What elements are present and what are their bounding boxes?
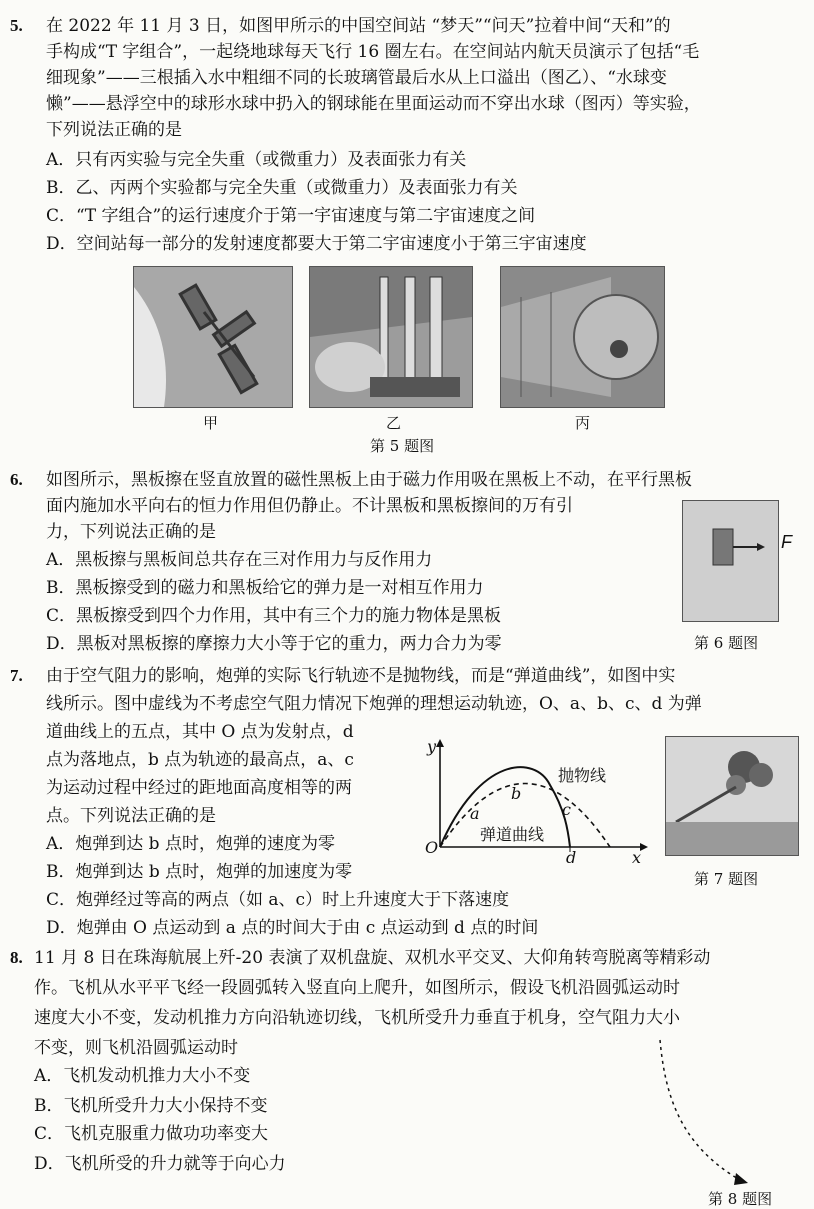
option-a: A．只有丙实验与完全失重（或微重力）及表面张力有关 [46, 150, 467, 170]
photo-label-bing: 丙 [575, 414, 591, 432]
option-b: B．炮弹到达 b 点时，炮弹的加速度为零 [46, 862, 353, 882]
option-b: B．黑板擦受到的磁力和黑板给它的弹力是一对相互作用力 [46, 578, 484, 598]
question-text-line: 懒”——悬浮空中的球形水球中扔入的钢球能在里面运动而不穿出水球（图丙）等实验， [46, 94, 701, 114]
figure-caption: 第 6 题图 [694, 634, 759, 652]
question-text-line: 下列说法正确的是 [46, 120, 182, 140]
y-axis-arrow [436, 739, 444, 747]
point-o-label: O [425, 838, 439, 857]
question-text-line: 道曲线上的五点，其中 O 点为发射点，d [46, 722, 354, 742]
option-c: C．飞机克服重力做功功率变大 [34, 1124, 269, 1144]
option-b: B．乙、丙两个实验都与完全失重（或微重力）及表面张力有关 [46, 178, 518, 198]
photo-water-ball [500, 266, 665, 408]
figure-caption: 第 8 题图 [708, 1190, 773, 1208]
question-text-line: 由于空气阻力的影响，炮弹的实际飞行轨迹不是抛物线，而是“弹道曲线”，如图中实 [46, 666, 676, 686]
photo-label-yi: 乙 [386, 414, 402, 432]
option-a: A．飞机发动机推力大小不变 [34, 1066, 251, 1086]
point-b-label: b [511, 784, 522, 803]
trajectory-diagram [420, 735, 650, 865]
question-text-line: 如图所示，黑板擦在竖直放置的磁性黑板上由于磁力作用吸在黑板上不动，在平行黑板 [46, 470, 692, 490]
photo-label-jia: 甲 [203, 414, 219, 432]
question-text-line: 线所示。图中虚线为不考虑空气阻力情况下炮弹的理想运动轨迹，O、a、b、c、d 为弹 [46, 694, 702, 714]
question-number: 5. [10, 16, 23, 35]
question-text-line: 为运动过程中经过的距地面高度相等的两 [46, 778, 352, 798]
question-number: 7. [10, 666, 23, 685]
photo-capillary-tubes [309, 266, 473, 408]
force-label: F [781, 532, 792, 552]
photo-artillery [665, 736, 799, 856]
option-d: D．空间站每一部分的发射速度都要大于第二宇宙速度小于第三宇宙速度 [46, 234, 587, 254]
option-b: B．飞机所受升力大小保持不变 [34, 1096, 268, 1116]
option-a: A．黑板擦与黑板间总共存在三对作用力与反作用力 [46, 550, 433, 570]
flight-path-diagram [640, 1035, 760, 1195]
question-text-line: 不变，则飞机沿圆弧运动时 [34, 1038, 238, 1058]
photo-space-station [133, 266, 293, 408]
ballistic-label: 弹道曲线 [480, 825, 545, 844]
question-text-line: 力，下列说法正确的是 [46, 522, 216, 542]
option-c: C．炮弹经过等高的两点（如 a、c）时上升速度大于下落速度 [46, 890, 510, 910]
point-c-label: c [562, 800, 571, 819]
point-d-label: d [566, 848, 577, 867]
question-text-line: 速度大小不变，发动机推力方向沿轨迹切线，飞机所受升力垂直于机身，空气阻力大小 [34, 1008, 680, 1028]
question-text-line: 点为落地点，b 点为轨迹的最高点，a、c [46, 750, 354, 770]
y-axis-label: y [427, 737, 437, 756]
question-text-line: 作。飞机从水平平飞经一段圆弧转入竖直向上爬升，如图所示，假设飞机沿圆弧运动时 [34, 978, 680, 998]
figure-caption: 第 5 题图 [370, 437, 435, 455]
option-d: D．飞机所受的升力就等于向心力 [34, 1154, 286, 1174]
question-text-line: 细现象”——三根插入水中粗细不同的长玻璃管最后水从上口溢出（图乙）、“水球变 [46, 68, 667, 88]
option-c: C．“T 字组合”的运行速度介于第一宇宙速度与第二宇宙速度之间 [46, 206, 536, 226]
option-c: C．黑板擦受到四个力作用，其中有三个力的施力物体是黑板 [46, 606, 502, 626]
option-d: D．炮弹由 O 点运动到 a 点的时间大于由 c 点运动到 d 点的时间 [46, 918, 539, 938]
question-number: 8. [10, 948, 23, 967]
question-text-line: 在 2022 年 11 月 3 日，如图甲所示的中国空间站 “梦天”“问天”拉着中间“天和”的 [46, 16, 671, 36]
question-text-line: 面内施加水平向右的恒力作用但仍静止。不计黑板和黑板擦间的万有引 [46, 496, 573, 516]
photo-blackboard-eraser [682, 500, 779, 622]
parabola-label: 抛物线 [558, 766, 607, 785]
point-a-label: a [470, 804, 480, 823]
question-text-line: 点。下列说法正确的是 [46, 806, 216, 826]
figure-caption: 第 7 题图 [694, 870, 759, 888]
x-axis-label: x [632, 848, 642, 867]
option-a: A．炮弹到达 b 点时，炮弹的速度为零 [46, 834, 335, 854]
plane-marker [734, 1173, 748, 1185]
flight-arc [660, 1040, 740, 1180]
question-text-line: 11 月 8 日在珠海航展上歼-20 表演了双机盘旋、双机水平交叉、大仰角转弯脱离等精彩动 [34, 948, 711, 968]
question-text-line: 手构成“T 字组合”，一起绕地球每天飞行 16 圈左右。在空间站内航天员演示了包括“毛 [46, 42, 700, 62]
x-axis-arrow [640, 843, 648, 851]
question-number: 6. [10, 470, 23, 489]
option-d: D．黑板对黑板擦的摩擦力大小等于它的重力，两力合力为零 [46, 634, 502, 654]
